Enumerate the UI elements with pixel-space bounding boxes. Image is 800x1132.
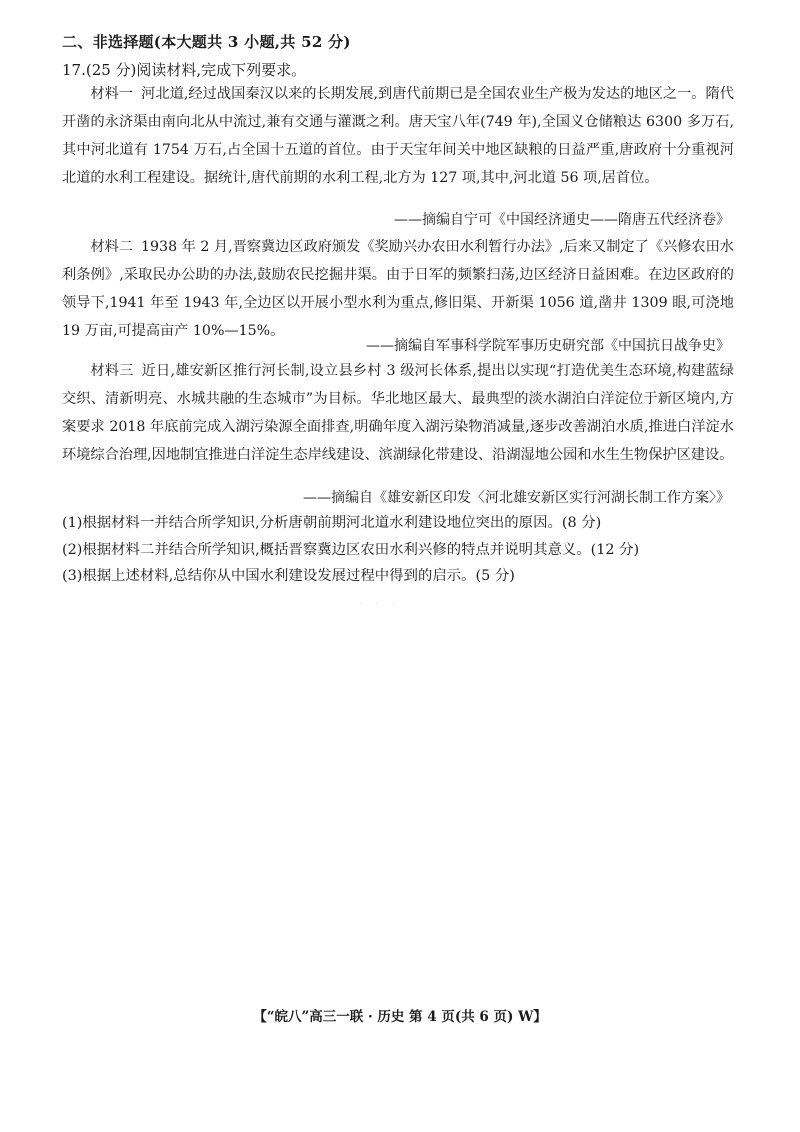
- sub-question-2: (2)根据材料二并结合所学知识,概括晋察冀边区农田水利兴修的特点并说明其意义。(12 分): [62, 542, 640, 558]
- scan-specks: · · ·: [360, 600, 402, 608]
- material-2-source: ——摘编自军事科学院军事历史研究部《中国抗日战争史》: [366, 338, 730, 354]
- section-title: 二、非选择题(本大题共 3 小题,共 52 分): [62, 33, 351, 51]
- sub-question-1: (1)根据材料一并结合所学知识,分析唐朝前期河北道水利建设地位突出的原因。(8 分): [62, 515, 602, 531]
- material-3: [62, 357, 734, 469]
- sub-question-3: (3)根据上述材料,总结你从中国水利建设发展过程中得到的启示。(5 分): [62, 568, 515, 584]
- material-1: [62, 80, 734, 192]
- question-intro: 17.(25 分)阅读材料,完成下列要求。: [62, 61, 307, 79]
- material-1-text: 河北道,经过战国秦汉以来的长期发展,到唐代前期已是全国农业生产极为发达的地区之一。隋代开凿的永济渠由南向北从中流过,兼有交通与灌溉之利。唐天宝八年(749 年),全国义仓储粮达 6300 多万石,其中河北道有 1754 万石,占全国十五道的首位。由于天宝年间关中地区缺粮的日益严重,唐政府十分重视河北道的水利工程建设。据统计,唐代前期的水利工程,北方为 127 项,其中,河北道 56 项,居首位。: [62, 86, 734, 186]
- material-1-source: ——摘编自宁可《中国经济通史——隋唐五代经济卷》: [394, 212, 730, 228]
- material-1-label: 材料一: [90, 86, 134, 102]
- material-3-label: 材料三: [90, 363, 134, 379]
- material-3-source: ——摘编自《雄安新区印发〈河北雄安新区实行河湖长制工作方案〉》: [303, 490, 730, 506]
- material-2-label: 材料二: [90, 239, 133, 255]
- page-footer: 【“皖八”高三一联 · 历史 第 4 页(共 6 页) W】: [253, 1009, 547, 1025]
- material-2: [62, 233, 734, 345]
- material-2-text: 1938 年 2 月,晋察冀边区政府颁发《奖励兴办农田水利暂行办法》,后来又制定了《兴修农田水利条例》,采取民办公助的办法,鼓励农民挖掘井渠。由于日军的频繁扫荡,边区经济日益困难。在边区政府的领导下,1941 年至 1943 年,全边区以开展小型水利为重点,修旧渠、开新渠 1056 道,凿井 1309 眼,可浇地 19 万亩,可提高亩产 10%—15%。: [62, 239, 734, 339]
- material-3-text: 近日,雄安新区推行河长制,设立县乡村 3 级河长体系,提出以实现“打造优美生态环境,构建蓝绿交织、清新明亮、水城共融的生态城市”为目标。华北地区最大、最典型的淡水湖泊白洋淀位于新区境内,方案要求 2018 年底前完成入湖污染源全面排查,明确年度入湖污染物消减量,逐步改善湖泊水质,推进白洋淀水环境综合治理,因地制宜推进白洋淀生态岸线建设、滨湖绿化带建设、沿湖湿地公园和水生生物保护区建设。: [62, 363, 734, 463]
